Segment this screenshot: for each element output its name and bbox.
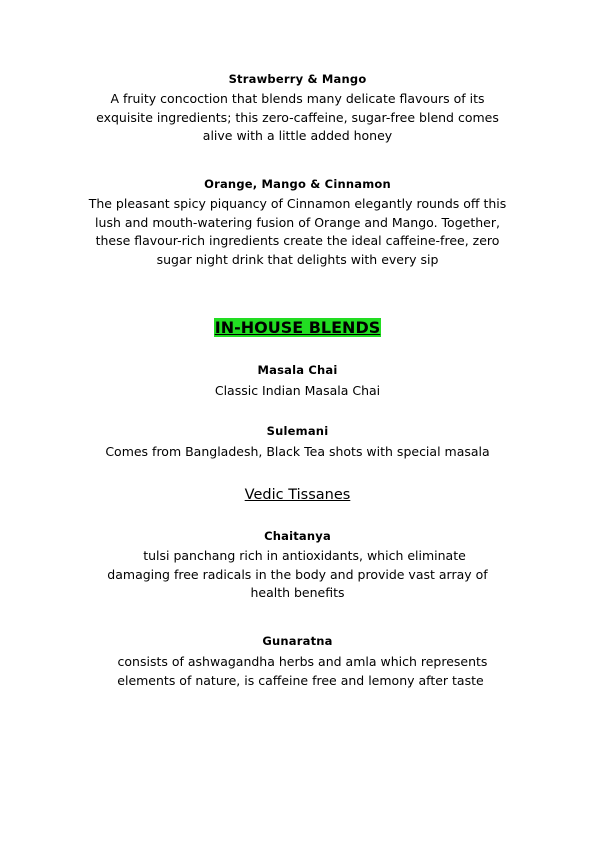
menu-item-gunaratna [0, 634, 595, 690]
item-title: Chaitanya [264, 529, 331, 543]
item-title: Masala Chai [257, 363, 338, 377]
description-line: The pleasant spicy piquancy of Cinnamon elegantly rounds off this [88, 196, 507, 211]
item-description [0, 547, 595, 603]
item-description [0, 195, 595, 269]
menu-item-masala-chai [0, 363, 595, 401]
section-heading: IN-HOUSE BLENDS [214, 318, 381, 337]
item-title: Strawberry & Mango [228, 72, 367, 86]
menu-item-orange-mango-cinnamon [0, 177, 595, 269]
description-line: health benefits [250, 585, 345, 600]
menu-item-chaitanya [0, 529, 595, 603]
section-inhouse-blends [0, 318, 595, 337]
description-line: tulsi panchang rich in antioxidants, which eliminate [143, 548, 466, 563]
description-line: exquisite ingredients; this zero-caffeine, sugar-free blend comes [96, 109, 499, 125]
description-line: sugar night drink that delights with every sip [156, 251, 439, 267]
item-title: Gunaratna [262, 634, 333, 648]
menu-item-strawberry-mango [0, 72, 595, 146]
description-line: consists of ashwagandha herbs and amla which represents [117, 654, 488, 669]
section-vedic-tissanes [0, 484, 595, 503]
description-line: damaging free radicals in the body and provide vast array of [107, 566, 488, 582]
section-heading: Vedic Tissanes [244, 487, 351, 503]
description-line: A fruity concoction that blends many delicate flavours of its [110, 91, 485, 106]
item-title: Orange, Mango & Cinnamon [204, 177, 391, 191]
item-title: Sulemani [266, 424, 329, 438]
item-description: Comes from Bangladesh, Black Tea shots with special masala [105, 444, 490, 459]
menu-item-sulemani [0, 424, 595, 462]
item-description [0, 653, 595, 690]
item-description: Classic Indian Masala Chai [214, 383, 381, 398]
item-description [0, 90, 595, 146]
description-line: alive with a little added honey [202, 128, 393, 143]
description-line: elements of nature, is caffeine free and lemony after taste [117, 672, 484, 688]
description-line: these flavour-rich ingredients create the ideal caffeine-free, zero [95, 233, 500, 248]
description-line: lush and mouth-watering fusion of Orange and Mango. Together, [95, 214, 500, 230]
